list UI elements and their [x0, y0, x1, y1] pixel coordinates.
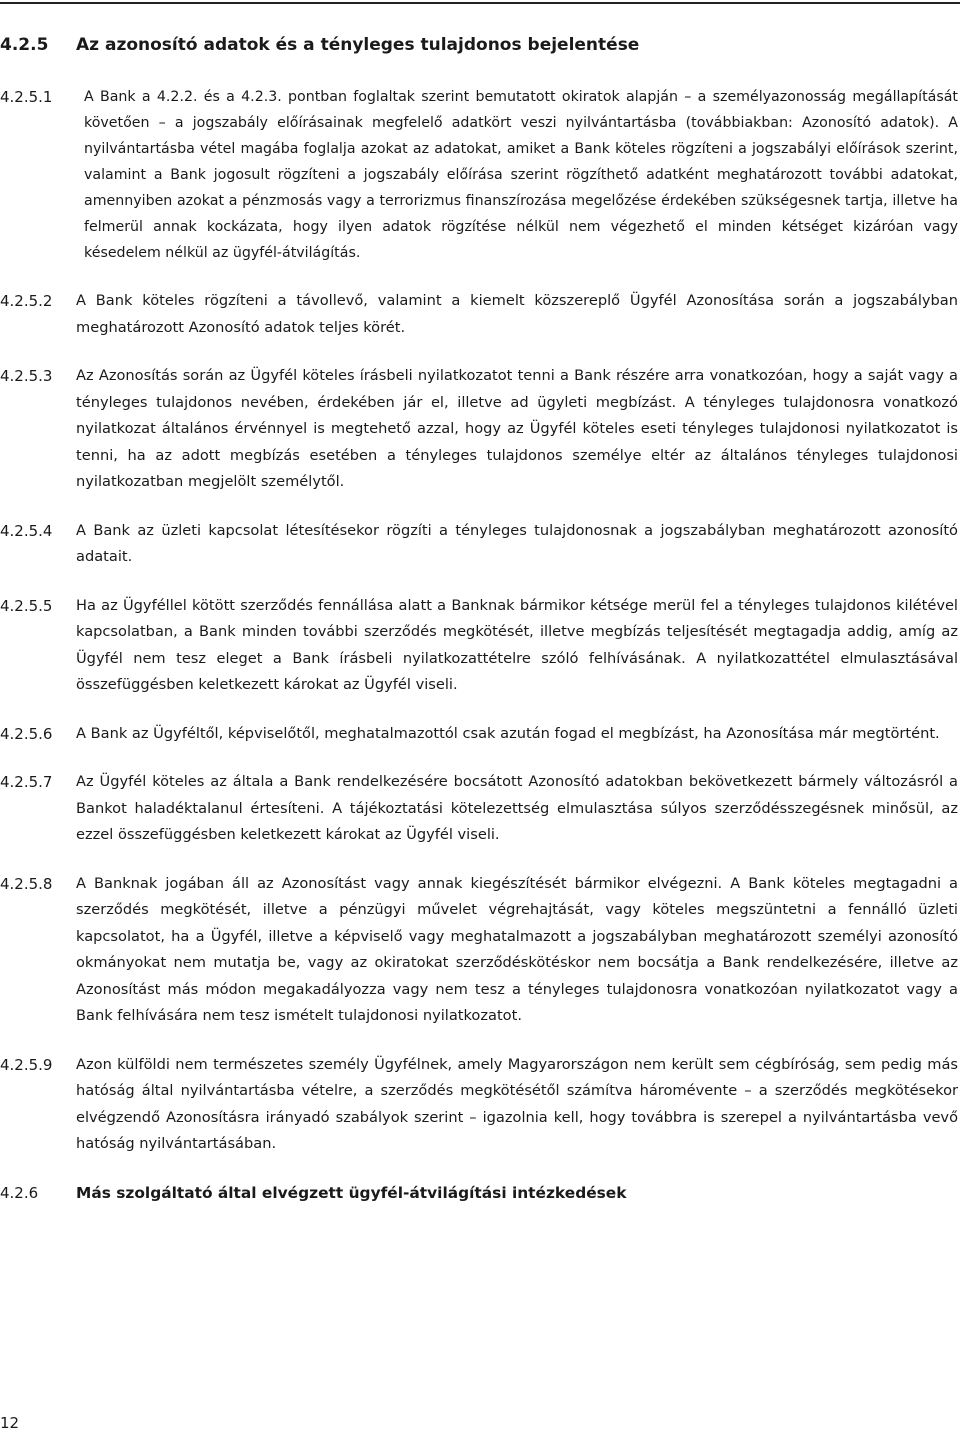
- paragraph-text: A Bank a 4.2.2. és a 4.2.3. pontban foglaltak szerint bemutatott okiratok alapján – a személyazonosság megállapítását követően – a jogszabály előírásainak megfelelő adatkört veszi nyilvántartásba (továbbiakban: Azonosító adatok). A nyilvántartásba vétel magába foglalja azokat az adatokat, amiket a Bank köteles rögzíteni a jogszabályi előírások szerint, valamint a Bank jogosult rögzíteni a jogszabály előírása szerint rögzíthető adatként meghatározott további adatokat, amennyiben azokat a pénzmosás vagy a terrorizmus finanszírozása megelőzése érdekében szükségesnek tartja, illetve ha felmerül annak kockázata, hogy ilyen adatok rögzítése nélkül nem végezhető el minden kétséget kizáróan vagy késedelem nélkül az ügyfél-átvilágítás.: [84, 89, 958, 261]
- paragraph-4-2-5-1: [0, 84, 958, 266]
- paragraph-number: 4.2.5.5: [0, 596, 53, 615]
- section-heading: [0, 33, 958, 57]
- paragraph-text: Az Ügyfél köteles az általa a Bank rendelkezésére bocsátott Azonosító adatokban bekövetkezett bármely változásról a Bankot haladéktalanul értesíteni. A tájékoztatási kötelezettség elmulasztása súlyos szerződésszegésnek minősül, az ezzel összefüggésben keletkezett károkat az Ügyfél viseli.: [76, 773, 958, 843]
- paragraph-4-2-5-9: [0, 1052, 958, 1158]
- paragraph-4-2-5-3: [0, 363, 958, 496]
- paragraph-number: 4.2.5.9: [0, 1055, 53, 1074]
- section-title: Az azonosító adatok és a tényleges tulajdonos bejelentése: [76, 35, 640, 55]
- paragraph-4-2-5-7: [0, 769, 958, 849]
- paragraph-number: 4.2.5.6: [0, 724, 53, 743]
- subsection-title: Más szolgáltató által elvégzett ügyfél-átvilágítási intézkedések: [76, 1183, 627, 1202]
- paragraph-number: 4.2.5.8: [0, 874, 53, 893]
- paragraph-text: Azon külföldi nem természetes személy Ügyfélnek, amely Magyarországon nem került sem cégbíróság, sem pedig más hatóság által nyilvántartásba vételre, a szerződés megkötésétől számítva háromévente – a szerződés megkötésekor elvégzendő Azonosításra irányadó szabályok szerint – igazolnia kell, hogy továbbra is szerepel a nyilvántartásba vevő hatóság nyilvántartásában.: [76, 1055, 958, 1152]
- paragraph-text: Az Azonosítás során az Ügyfél köteles írásbeli nyilatkozatot tenni a Bank részére arra vonatkozóan, hogy a saját vagy a tényleges tulajdonos nevében, érdekében jár el, illetve ad ügyleti megbízást. A tényleges tulajdonosra vonatkozó nyilatkozat általános érvénnyel is megtehető azzal, hogy az Ügyfél köteles eseti tényleges tulajdonosi nyilatkozatot is tenni, ha az adott megbízás esetében a tényleges tulajdonos személye eltér az általános tényleges tulajdonosi nyilatkozatban megjelölt személytől.: [76, 367, 958, 490]
- page-number: 12: [0, 1414, 20, 1432]
- paragraph-4-2-5-6: [0, 721, 958, 748]
- paragraph-4-2-5-4: [0, 518, 958, 571]
- paragraph-number: 4.2.5.7: [0, 773, 53, 791]
- paragraph-4-2-5-2: [0, 288, 958, 341]
- paragraph-number: 4.2.5.2: [0, 292, 53, 310]
- paragraph-4-2-5-5: [0, 593, 958, 699]
- paragraph-text: A Banknak jogában áll az Azonosítást vagy annak kiegészítését bármikor elvégezni. A Bank köteles megtagadni a szerződés megkötését, illetve a pénzügyi művelet végrehajtását, vagy köteles megszüntetni a fennálló üzleti kapcsolatot, ha a Ügyfél, illetve a képviselő vagy meghatalmazott a jogszabályban meghatározott személyi azonosító okmányokat nem mutatja be, vagy az okiratokat szerződéskötéskor nem bocsátja a Bank rendelkezésére, illetve az Azonosítást más módon megakadályozza vagy nem tesz a tényleges tulajdonosra vonatkozóan nyilatkozatot vagy a Bank felhívására nem tesz ismételt tulajdonosi nyilatkozatot.: [76, 874, 958, 1024]
- paragraph-4-2-5-8: [0, 871, 958, 1030]
- paragraph-number: 4.2.5.4: [0, 521, 53, 540]
- subsection-heading: [0, 1180, 958, 1207]
- paragraph-number: 4.2.5.3: [0, 367, 53, 385]
- paragraph-text: A Bank az üzleti kapcsolat létesítésekor rögzíti a tényleges tulajdonosnak a jogszabályban meghatározott azonosító adatait.: [76, 521, 958, 565]
- section-number: 4.2.5: [0, 35, 49, 55]
- paragraph-text: Ha az Ügyféllel kötött szerződés fennállása alatt a Banknak bármikor kétsége merül fel a tényleges tulajdonos kilétével kapcsolatban, a Bank minden további szerződés megkötését, illetve megbízás teljesítését megtagadja addig, amíg az Ügyfél nem tesz eleget a Bank írásbeli nyilatkozattételre szóló felhívásának. A nyilatkozattétel elmulasztásával összefüggésben keletkezett károkat az Ügyfél viseli.: [76, 596, 958, 693]
- paragraph-text: A Bank köteles rögzíteni a távollevő, valamint a kiemelt közszereplő Ügyfél Azonosítása során a jogszabályban meghatározott Azonosító adatok teljes körét.: [76, 292, 958, 336]
- paragraph-text: A Bank az Ügyféltől, képviselőtől, meghatalmazottól csak azután fogad el megbízást, ha Azonosítása már megtörtént.: [76, 724, 940, 742]
- top-rule: [0, 2, 960, 4]
- subsection-number: 4.2.6: [0, 1183, 39, 1202]
- paragraph-number: 4.2.5.1: [0, 88, 53, 106]
- document-body: [0, 84, 958, 1228]
